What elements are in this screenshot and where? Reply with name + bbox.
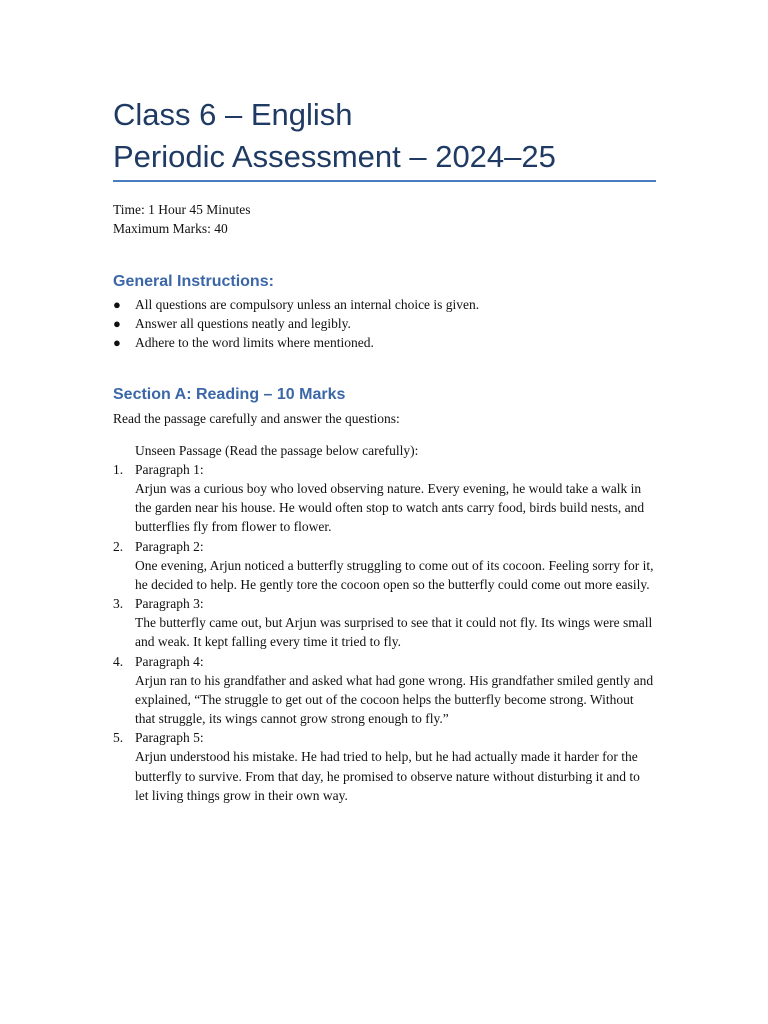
instruction-item: ● Adhere to the word limits where mentioned.	[113, 335, 374, 350]
title-line-assessment: Periodic Assessment – 2024–25	[113, 139, 556, 174]
instructions-heading: General Instructions:	[113, 273, 274, 290]
paragraph-label: Paragraph 3:	[135, 596, 204, 612]
passage-paragraph	[113, 460, 656, 537]
exam-meta	[113, 200, 251, 238]
paragraph-text: One evening, Arjun noticed a butterfly struggling to come out of its cocoon. Feeling sorry for it, he decided to help. He gently tore the cocoon open so the butterfly could come out more easily.	[135, 557, 654, 592]
paragraph-number: 3.	[113, 596, 124, 612]
section-a-heading: Section A: Reading – 10 Marks	[113, 386, 346, 403]
passage-paragraph	[113, 594, 656, 651]
paragraph-number: 5.	[113, 730, 124, 746]
passage-paragraph	[113, 728, 656, 805]
passage-intro: Unseen Passage (Read the passage below carefully):	[135, 443, 419, 458]
paragraph-number: 2.	[113, 538, 124, 554]
document-title	[113, 94, 656, 178]
title-line-class: Class 6 – English	[113, 97, 353, 132]
instruction-item: ● Answer all questions neatly and legibly.	[113, 316, 351, 331]
exam-max-marks: Maximum Marks: 40	[113, 221, 228, 236]
passage-paragraph	[113, 652, 656, 729]
bullet-icon: ●	[113, 335, 121, 350]
paragraph-label: Paragraph 5:	[135, 730, 204, 746]
paragraph-number: 1.	[113, 462, 124, 477]
exam-time: Time: 1 Hour 45 Minutes	[113, 202, 251, 217]
instruction-item: ● All questions are compulsory unless an internal choice is given.	[113, 297, 480, 312]
paragraph-label: Paragraph 1:	[135, 462, 204, 477]
bullet-icon: ●	[113, 297, 121, 312]
bullet-icon: ●	[113, 316, 121, 331]
paragraph-number: 4.	[113, 653, 124, 669]
title-underline	[113, 180, 656, 182]
paragraph-text: The butterfly came out, but Arjun was surprised to see that it could not fly. Its wings were small and weak. It kept falling every time it tried to fly.	[135, 615, 653, 650]
paragraph-label: Paragraph 2:	[135, 538, 204, 554]
passage-paragraph	[113, 537, 656, 594]
paragraph-text: Arjun understood his mistake. He had tried to help, but he had actually made it harder for the butterfly to survive. From that day, he promised to observe nature without disturbing it and to let living things grow in their own way.	[135, 749, 640, 803]
passage-paragraphs	[113, 460, 656, 805]
paragraph-text: Arjun ran to his grandfather and asked what had gone wrong. His grandfather smiled gently and explained, “The struggle to get out of the cocoon helps the butterfly become strong. Without that struggle, its wings cannot grow strong enough to fly.”	[135, 672, 654, 727]
section-a-intro: Read the passage carefully and answer the questions:	[113, 411, 400, 426]
paragraph-text: Arjun was a curious boy who loved observing nature. Every evening, he would take a walk in the garden near his house. He would often stop to watch ants carry food, birds build nests, and butterflies fly from flower to flower.	[135, 481, 645, 535]
instructions-list	[113, 295, 479, 352]
paragraph-label: Paragraph 4:	[135, 653, 204, 669]
